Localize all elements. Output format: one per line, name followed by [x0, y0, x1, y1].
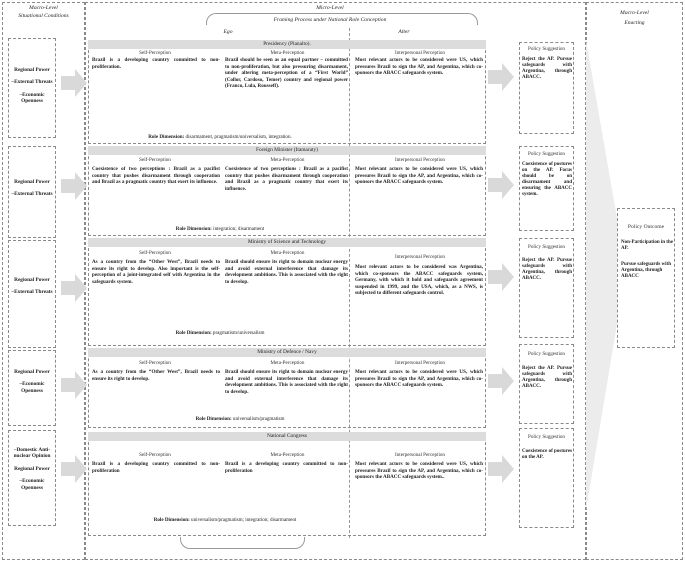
condition-regional-power: Regional Power [14, 67, 50, 73]
meta-perception-text-5: Brazil is a developing country committed to non-proliferation [225, 461, 348, 474]
arrow-in-3 [61, 281, 75, 295]
condition-external-threats: –External Threats [11, 191, 53, 198]
suggestion-title-4: Policy Suggestion [528, 351, 565, 357]
policy-outcome-line1: Non-Participation in the AP. [621, 240, 673, 252]
suggestion-text-5: Coexistence of postures on the AP. [522, 449, 572, 461]
suggestion-box-5 [519, 428, 574, 528]
actor-band-4: Ministry of Defence / Navy [88, 348, 486, 357]
arrow-in-1 [61, 76, 75, 90]
role-dimension-5: Role Dimension: universalism/pragmatism; integration; disarmament [153, 517, 297, 523]
condition-regional-power: Regional Power [14, 277, 50, 283]
interpersonal-perception-label-2: Interpersonal Perception [395, 157, 445, 163]
policy-outcome-line2: Pursue safeguards with Argentina, through ABACC [621, 262, 672, 280]
mid-header-sub: Framing Process under National Role Conception [273, 17, 387, 23]
self-perception-text-1: Brazil is a developing country committed to non-proliferation. [92, 57, 220, 70]
arrowhead-in-4 [75, 371, 87, 399]
meta-perception-text-1: Brazil should be seen as an equal partner – committed to non-proliferation, but also pressuring disarmament, under altering meta-perception of a “First World” (Collor, Cardoso, Temer) country and regional power (Franco, Lula, Rousseff). [225, 57, 348, 90]
interpersonal-perception-text-2: Most relevant actors to be considered were US, which pressures Brazil to sign the AP, and Argentina, which co-sponsors the ABACC safeguards system. [355, 166, 483, 186]
arrow-in-2 [61, 179, 75, 193]
conditions-box-3 [8, 240, 56, 348]
arrowhead-in-2 [75, 172, 87, 200]
alter-label: Alter [398, 29, 410, 35]
left-header-sub: Situational Conditions [18, 13, 69, 19]
arrowhead-out-1 [502, 63, 514, 91]
left-header-title: Macro-Level [29, 5, 58, 11]
suggestion-title-5: Policy Suggestion [528, 434, 565, 440]
suggestion-text-3: Reject the AP. Pursue safeguards with Argentina, through ABACC. [522, 258, 572, 282]
meta-perception-text-3: Brazil should ensure its right to domain nuclear energy and avoid external interference that damage its development ambitions. This is associated with the right to develop. [225, 259, 348, 285]
suggestion-text-1: Reject the AP. Pursue safeguards with Argentina, through ABACC. [522, 57, 572, 81]
suggestion-box-3 [519, 238, 574, 338]
suggestion-title-1: Policy Suggestion [528, 46, 565, 52]
interpersonal-perception-text-5: Most relevant actors to be considered were US, which pressures Brazil to sign the AP, and Argentina, which co-sponsors the ABACC safeguards system.. [355, 461, 483, 481]
arrow-out-2 [488, 178, 502, 192]
arrowhead-out-5 [502, 455, 514, 483]
interpersonal-perception-label-3: Interpersonal Perception [395, 254, 445, 260]
suggestion-title-2: Policy Suggestion [528, 151, 565, 157]
condition-economic-openness: –Economic Openness [19, 478, 45, 491]
actor-band-1: Presidency (Planalto). [88, 40, 486, 49]
role-dimension-1: Role Dimension: disarmament, pragmatism/universalism, integration. [148, 134, 292, 140]
role-dimension-3: Role Dimension: pragmatism/universalism [175, 330, 265, 336]
arrowhead-out-3 [502, 263, 514, 291]
conditions-box-5 [8, 430, 56, 526]
arrow-out-5 [488, 462, 502, 476]
self-perception-text-2: Coexistence of two perceptions : Brazil as a pacifist country that pushes disarmament through cooperation and Brazil as a pragmatic country that exert its influence. [92, 166, 220, 186]
arrow-out-3 [488, 270, 502, 284]
arrow-in-4 [61, 378, 75, 392]
condition-regional-power: Regional Power [14, 465, 50, 472]
condition-economic-openness: –Economic Openness [19, 381, 45, 394]
arrowhead-in-1 [75, 69, 87, 97]
self-perception-label-3: Self-Perception [139, 250, 171, 256]
meta-perception-label-5: Meta-Perception [270, 452, 305, 458]
meta-perception-text-2: Coexistence of two perceptions : Brazil as a pacifist country that pushes disarmament through cooperation and Brazil as a pragmatic country that exert its influence. [225, 166, 348, 192]
conditions-box-2 [8, 146, 56, 238]
self-perception-label-1: Self-Perception [139, 50, 171, 56]
interpersonal-perception-label-4: Interpersonal Perception [395, 360, 445, 366]
meta-perception-label-1: Meta-Perception [270, 50, 305, 56]
self-perception-text-5: Brazil is a developing country committed to non-proliferation [92, 461, 220, 474]
condition-domestic-opinion: –Domestic Anti-nuclear Opinion [13, 447, 51, 460]
right-header-title: Macro-Level [620, 10, 649, 16]
self-perception-label-5: Self-Perception [139, 452, 171, 458]
suggestion-text-2: Coexistence of postures on the AP. Focus should be on disarmament and ensuring the ABACC system. [522, 162, 572, 198]
meta-perception-label-4: Meta-Perception [270, 360, 305, 366]
condition-economic-openness: –Economic Openness [19, 91, 45, 105]
arrowhead-in-5 [75, 455, 87, 483]
ego-label: Ego [223, 29, 233, 35]
role-dimension-2: Role Dimension: integration; disarmament [175, 226, 265, 232]
condition-regional-power: Regional Power [14, 369, 50, 375]
interpersonal-perception-label-5: Interpersonal Perception [395, 452, 445, 458]
arrowhead-out-4 [502, 367, 514, 395]
conditions-box-4 [8, 350, 56, 426]
conditions-box-1 [8, 38, 56, 138]
role-dimension-4: Role Dimension: universalism/pragmatism [195, 416, 285, 422]
condition-external-threats: –External Threats [11, 289, 53, 296]
self-perception-label-2: Self-Perception [139, 157, 171, 163]
actor-band-3: Ministry of Science and Technology [88, 238, 486, 247]
bottom-brace [180, 537, 305, 549]
arrow-in-5 [61, 462, 75, 476]
interpersonal-perception-text-3: Most relevant actors to be considered was Argentina, which co-sponsors the ABACC safeguards system, Germany, with which it hold and safeguards agreement suspended in 1999, and the USA, which, as a NWS, is subjected to different safeguards control. [355, 264, 483, 297]
meta-perception-label-2: Meta-Perception [270, 157, 305, 163]
suggestion-box-1 [519, 42, 574, 134]
interpersonal-perception-label-1: Interpersonal Perception [395, 50, 445, 56]
arrow-out-1 [488, 70, 502, 84]
actor-band-2: Foreign Minister (Itamaraty) [88, 146, 486, 155]
mid-header-title: Micro-Level [316, 5, 344, 11]
interpersonal-perception-text-4: Most relevant actors to be considered were US, which pressures Brazil to sign the AP, and Argentina, which co-sponsors the ABACC safeguards system. [355, 369, 483, 389]
arrowhead-out-2 [502, 171, 514, 199]
actor-band-5: National Congress [88, 432, 486, 441]
suggestion-title-3: Policy Suggestion [528, 244, 565, 250]
right-header-sub: Enacting [624, 20, 645, 26]
suggestion-text-4: Reject the AP. Pursue safeguards with Argentina, through ABACC. [522, 366, 572, 390]
condition-external-threats: –External Threats [11, 79, 53, 86]
self-perception-text-4: As a country from the “Other West”, Brazil needs to ensure its right to develop. [92, 369, 220, 382]
condition-regional-power: Regional Power [14, 179, 50, 185]
meta-perception-label-3: Meta-Perception [270, 250, 305, 256]
meta-perception-text-4: Brazil should ensure its right to domain nuclear energy and avoid external interference that damage its development ambitions. This is associated with the right to develop. [225, 369, 348, 395]
self-perception-label-4: Self-Perception [139, 360, 171, 366]
self-perception-text-3: As a country from the “Other West”, Brazil needs to ensure its right to develop. Also important is the self-perception of a joint-integrated self with Argentina in the safeguards system. [92, 259, 220, 285]
arrowhead-in-3 [75, 274, 87, 302]
arrow-out-4 [488, 374, 502, 388]
policy-outcome-title: Policy Outcome [627, 224, 665, 230]
interpersonal-perception-text-1: Most relevant actors to be considered were US, which pressures Brazil to sign the AP, and Argentina, which co-sponsors the ABACC safeguards system. [355, 57, 483, 77]
